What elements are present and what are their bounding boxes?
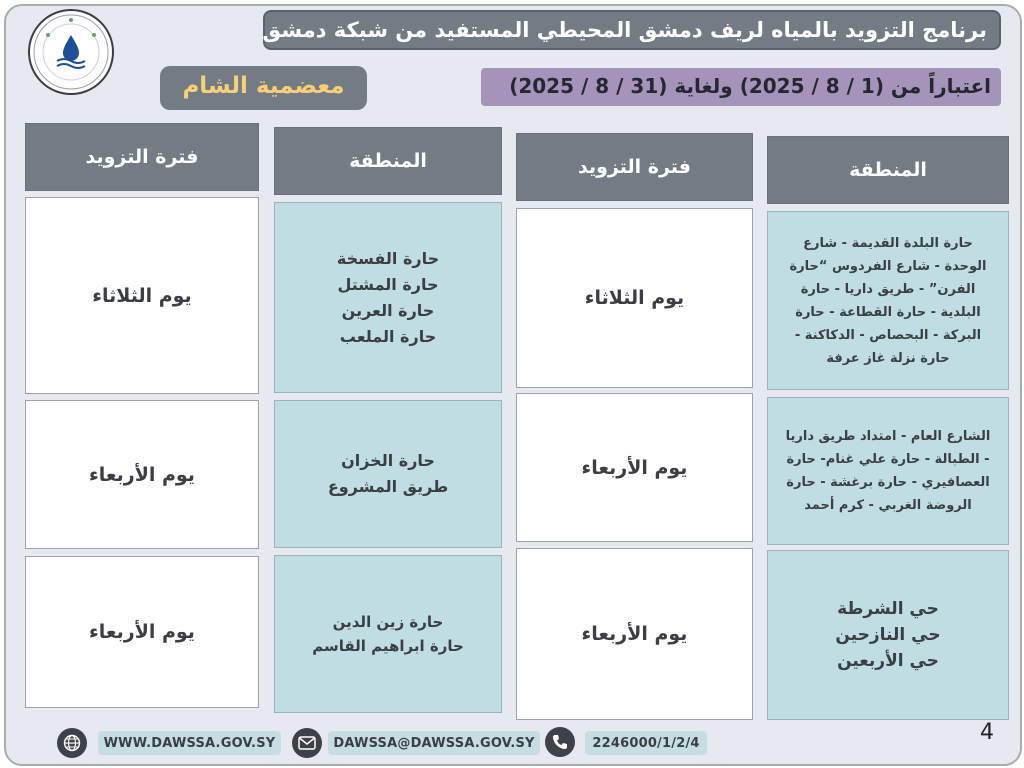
left-header-region: المنطقة <box>274 127 502 195</box>
phone-icon <box>545 727 575 757</box>
left-header-period: فترة التزويد <box>25 123 259 191</box>
area-name: معضمية الشام <box>182 73 345 99</box>
date-range: اعتباراً من (1 / 8 / 2025) ولغاية (31 / 8 / 2025) <box>509 74 991 98</box>
page-number: 4 <box>980 720 994 745</box>
title-banner <box>263 10 1001 50</box>
email-link[interactable]: DAWSSA@DAWSSA.GOV.SY <box>328 731 540 755</box>
left-row-1-region: حارة الفسخة حارة المشتل حارة العرين حارة الملعب <box>274 202 502 393</box>
right-row-3-region: حي الشرطة حي النازحين حي الأربعين <box>767 550 1009 720</box>
right-header-period: فترة التزويد <box>516 133 753 201</box>
left-row-2-region: حارة الخزان طريق المشروع <box>274 400 502 548</box>
right-row-1-day: يوم الثلاثاء <box>516 208 753 388</box>
left-row-2-day: يوم الأربعاء <box>25 400 259 549</box>
right-row-3-day: يوم الأربعاء <box>516 548 753 720</box>
globe-icon <box>57 728 87 758</box>
left-row-1-day: يوم الثلاثاء <box>25 197 259 394</box>
left-row-3-region: حارة زين الدين حارة ابراهيم القاسم <box>274 555 502 713</box>
phone-number: 2246000/1/2/4 <box>585 731 707 755</box>
right-header-region: المنطقة <box>767 136 1009 204</box>
right-row-1-region: حارة البلدة القديمة - شارع الوحدة - شارع الفردوس “حارة الفرن” - طريق داريا - حارة البلدية - حارة القطاعة - حارة البركة - البحصاص - الدكاكنة - حارة نزلة غاز عرفة <box>767 211 1009 390</box>
right-row-2-region: الشارع العام - امتداد طريق داريا - الطبالة - حارة علي غنام- حارة العصافيري - حارة برغشة - حارة الروضة الغربي - كرم أحمد <box>767 397 1009 545</box>
page-title: برنامج التزويد بالمياه لريف دمشق المحيطي المستفيد من شبكة دمشق <box>262 18 987 42</box>
mail-icon <box>292 728 322 758</box>
date-range-banner <box>481 68 1001 106</box>
area-badge <box>160 66 367 110</box>
website-link[interactable]: WWW.DAWSSA.GOV.SY <box>98 731 281 755</box>
right-row-2-day: يوم الأربعاء <box>516 393 753 542</box>
left-row-3-day: يوم الأربعاء <box>25 556 259 708</box>
logo-emblem <box>28 9 114 95</box>
